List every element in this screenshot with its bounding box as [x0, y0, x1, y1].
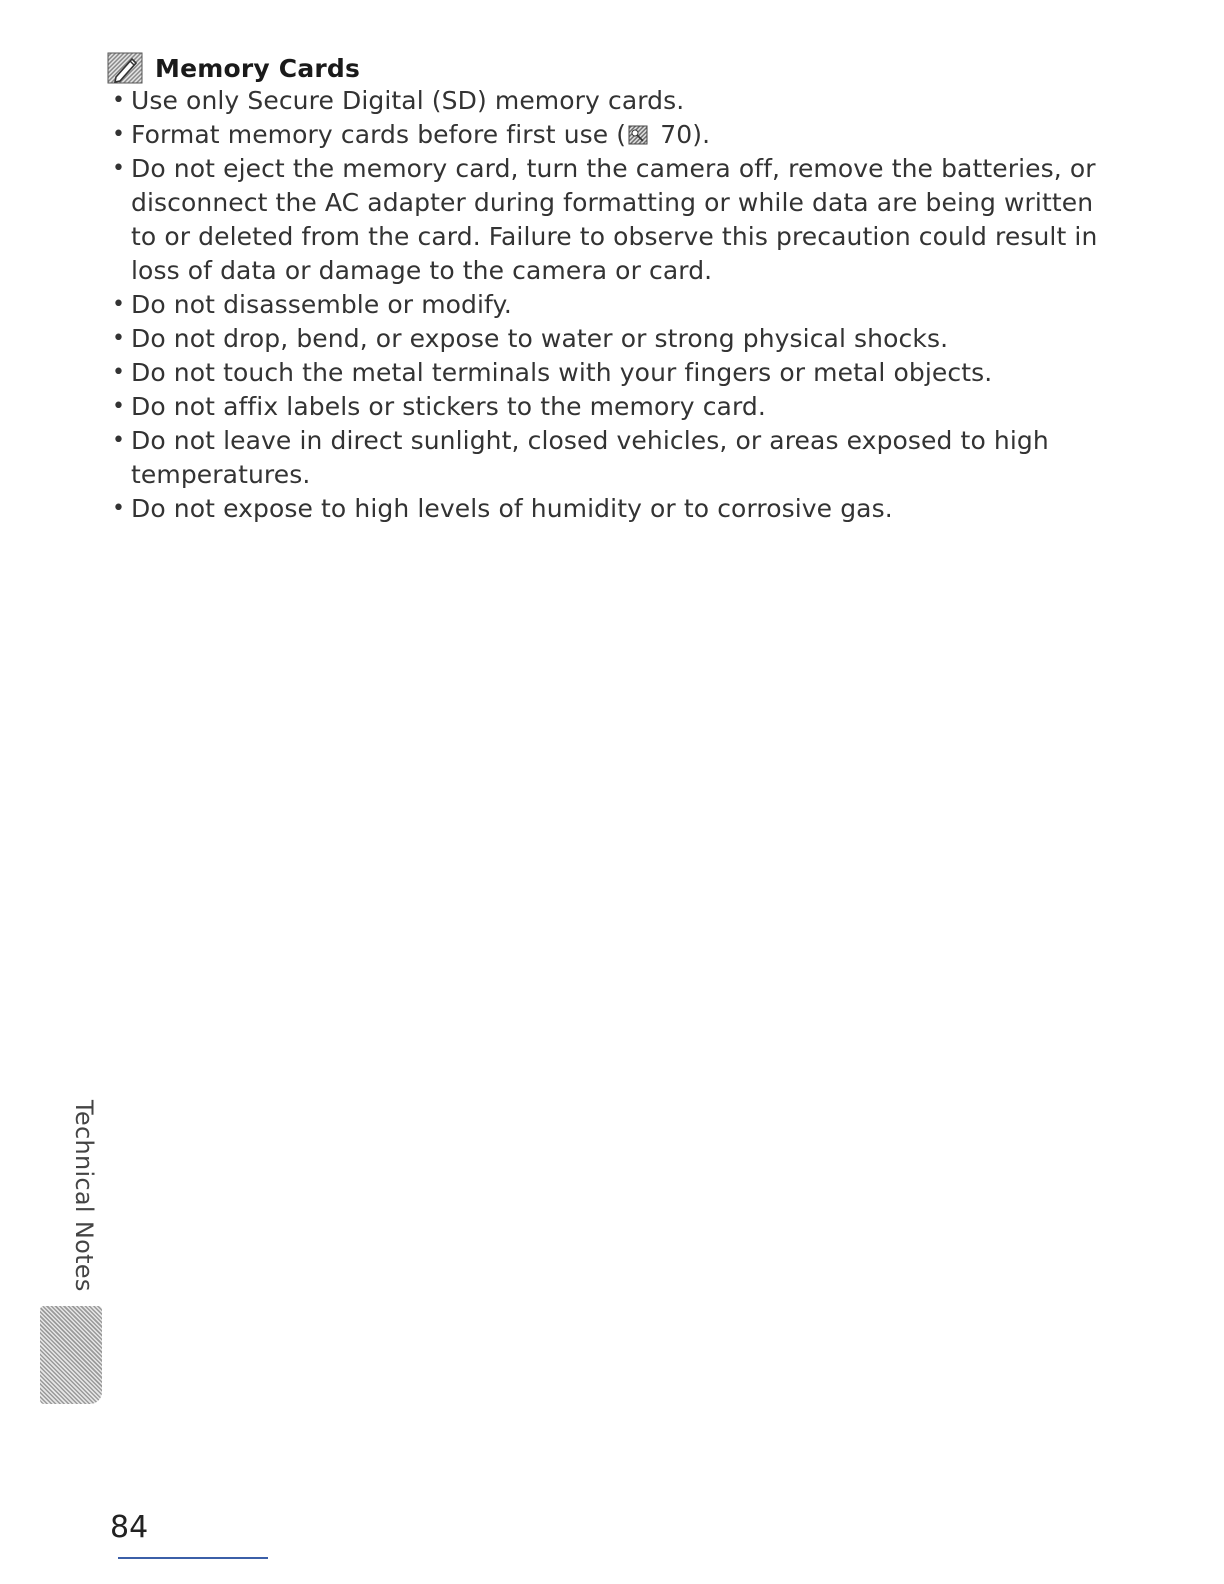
- list-item: • Do not touch the metal terminals with your fingers or metal objects.: [107, 356, 1117, 390]
- bullet-list: [107, 84, 1117, 526]
- list-item: • Do not expose to high levels of humidity or to corrosive gas.: [107, 492, 1117, 526]
- list-item-text: 70).: [652, 120, 711, 149]
- side-tab-marker: [40, 1306, 102, 1404]
- page-number: 84: [110, 1510, 149, 1545]
- list-item: • Do not drop, bend, or expose to water or strong physical shocks.: [107, 322, 1117, 356]
- list-item: • Do not affix labels or stickers to the memory card.: [107, 390, 1117, 424]
- list-item: • Do not leave in direct sunlight, closed vehicles, or areas exposed to high temperatures.: [107, 424, 1117, 492]
- side-tab-label: Technical Notes: [70, 1100, 98, 1292]
- footer-rule: [118, 1557, 268, 1559]
- list-item: • Use only Secure Digital (SD) memory cards.: [107, 84, 1117, 118]
- list-item: • Do not disassemble or modify.: [107, 288, 1117, 322]
- note-pencil-icon: [107, 52, 143, 84]
- page-reference-icon: [628, 121, 648, 143]
- section-title: Memory Cards: [155, 53, 361, 83]
- section-heading: [107, 50, 1117, 86]
- list-item: [107, 118, 1117, 152]
- list-item: • Do not eject the memory card, turn the camera off, remove the batteries, or disconnect the AC adapter during formatting or while data are being written to or deleted from the card. Failure to observe this precaution could result in loss of data or damage to the camera or card.: [107, 152, 1117, 288]
- memory-cards-section: [107, 50, 1117, 526]
- list-item-text: Format memory cards before first use (: [131, 120, 627, 149]
